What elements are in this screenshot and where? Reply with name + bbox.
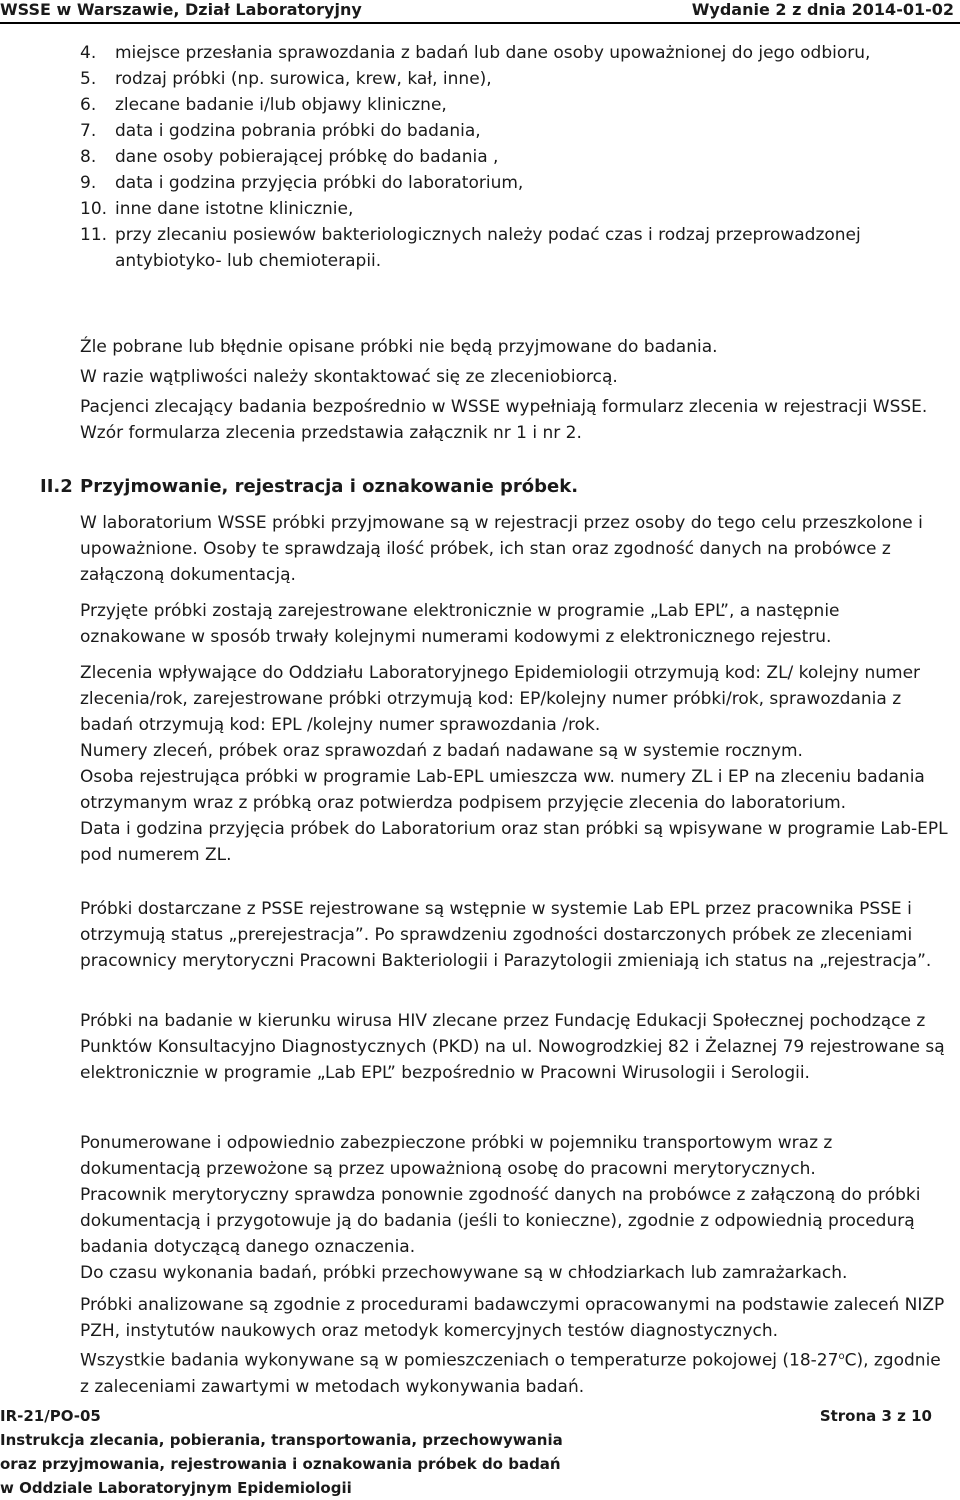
paragraph-text: Ponumerowane i odpowiednio zabezpieczone próbki w pojemniku transportowym wraz z dokumentacją przewożone są przez upoważnioną osobę do pracowni merytorycznych. [80,1133,833,1179]
header-edition: Wydanie 2 z dnia 2014-01-02 [691,0,954,19]
temperature-text-start: Wszystkie badania wykonywane są w pomieszczeniach o temperaturze pokojowej (18-27 [80,1350,839,1371]
section-title: Przyjmowanie, rejestracja i oznakowanie próbek. [80,476,579,497]
list-item [80,118,940,144]
paragraph-hiv [80,1008,950,1086]
note-patients: Pacjenci zlecający badania bezpośrednio w WSSE wypełniają formularz zlecenia w rejestracji WSSE. Wzór formularza zlecenia przedstawia załącznik nr 1 i nr 2. [80,397,928,443]
footer-title-line: Instrukcja zlecania, pobierania, transportowania, przechowywania [0,1431,563,1449]
note-rejection: Źle pobrane lub błędnie opisane próbki nie będą przyjmowane do badania. [80,337,718,357]
header-institution: WSSE w Warszawie, Dział Laboratoryjny [0,0,362,19]
paragraph-text: Przyjęte próbki zostają zarejestrowane elektronicznie w programie „Lab EPL”, a następnie oznakowane w sposób trwały kolejnymi numerami kodowymi z elektronicznego rejestru. [80,601,840,647]
footer-title-line: oraz przyjmowania, rejestrowania i oznakowania próbek do badań [0,1455,561,1473]
list-item-number: 5. [80,69,97,89]
required-data-list [80,40,940,274]
list-item [80,170,940,196]
list-item-number: 11. [80,225,108,245]
paragraph-reception [80,510,950,588]
paragraph-text: Data i godzina przyjęcia próbek do Laboratorium oraz stan próbki są wpisywane w programie Lab-EPL pod numerem ZL. [80,819,948,865]
list-item-number: 8. [80,147,97,167]
list-item [80,92,940,118]
paragraph-text: W laboratorium WSSE próbki przyjmowane są w rejestracji przez osoby do tego celu przeszkolone i upoważnione. Osoby te sprawdzają ilość próbek, ich stan oraz zgodność danych na probówce z załączoną dokumentacją. [80,513,923,585]
document-code: IR-21/PO-05 [0,1407,101,1425]
list-item-text: przy zlecaniu posiewów bakteriologicznych należy podać czas i rodzaj przeprowadzonej antybiotyko- lub chemioterapii. [115,225,861,271]
page-footer [0,1404,960,1500]
paragraph-text: Do czasu wykonania badań, próbki przechowywane są w chłodziarkach lub zamrażarkach. [80,1263,848,1283]
degree-symbol: o [838,1351,845,1362]
list-item-text: dane osoby pobierającej próbkę do badania , [115,147,499,167]
list-item [80,40,940,66]
paragraph-text: Próbki na badanie w kierunku wirusa HIV zlecane przez Fundację Edukacji Społecznej pochodzące z Punktów Konsultacyjno Diagnostycznych (PKD) na ul. Nowogrodzkiej 82 i Żelaznej 79 rejestrowane są elektronicznie w programie „Lab EPL” bezpośrednio w Pracowni Wirusologii i Serologii. [80,1011,945,1083]
paragraph-registration [80,598,950,650]
paragraph-text: Pracownik merytoryczny sprawdza ponownie zgodność danych na probówce z załączoną do próbki dokumentacją i przygotowuje ją do badania (jeśli to konieczne), zgodnie z odpowiednią procedurą badania dotyczącą danego oznaczenia. [80,1185,921,1257]
list-item-text: data i godzina przyjęcia próbki do laboratorium, [115,173,524,193]
paragraph-text: Numery zleceń, próbek oraz sprawozdań z badań nadawane są w systemie rocznym. [80,741,803,761]
paragraph-text: Próbki dostarczane z PSSE rejestrowane są wstępnie w systemie Lab EPL przez pracownika PSSE i otrzymują status „prerejestracja”. Po sprawdzeniu zgodności dostarczonych próbek ze zleceniami pracownicy merytoryczni Pracowni Bakteriologii i Parazytologii zmieniają ich status na „rejestracja”. [80,899,932,971]
list-item-number: 9. [80,173,97,193]
list-item [80,222,940,274]
list-item [80,66,940,92]
list-item-text: rodzaj próbki (np. surowica, krew, kał, inne), [115,69,492,89]
paragraph-text: Osoba rejestrująca próbki w programie Lab-EPL umieszcza ww. numery ZL i EP na zleceniu badania otrzymanym wraz z próbką oraz potwierdza podpisem przyjęcie zlecenia do laboratorium. [80,767,925,813]
note-doubts: W razie wątpliwości należy skontaktować się ze zleceniobiorcą. [80,367,618,387]
paragraph-psse [80,896,950,974]
list-item-number: 4. [80,43,97,63]
notes-block [80,334,950,446]
page-number: Strona 3 z 10 [819,1407,932,1425]
list-item [80,196,940,222]
list-item-text: zlecane badanie i/lub objawy kliniczne, [115,95,447,115]
paragraph-transport [80,1130,950,1286]
list-item-number: 6. [80,95,97,115]
list-item-text: inne dane istotne klinicznie, [115,199,354,219]
paragraph-text: Próbki analizowane są zgodnie z procedurami badawczymi opracowanymi na podstawie zaleceń NIZP PZH, instytutów naukowych oraz metodyk komercyjnych testów diagnostycznych. [80,1295,945,1341]
page-header [0,0,960,24]
list-item-number: 10. [80,199,108,219]
paragraph-text: Zlecenia wpływające do Oddziału Laboratoryjnego Epidemiologii otrzymują kod: ZL/ kolejny numer zlecenia/rok, zarejestrowane próbki otrzymują kod: EP/kolejny numer próbki/rok, sprawozdania z badań otrzymują kod: EPL /kolejny numer sprawozdania /rok. [80,663,921,735]
list-item [80,144,940,170]
footer-title-line: w Oddziale Laboratoryjnym Epidemiologii [0,1479,352,1497]
list-item-text: data i godzina pobrania próbki do badania, [115,121,481,141]
paragraph-text [80,1344,950,1400]
temperature-text-end: C), zgodnie z zaleceniami zawartymi w metodach wykonywania badań. [80,1350,941,1397]
paragraph-codes [80,660,950,868]
list-item-number: 7. [80,121,97,141]
list-item-text: miejsce przesłania sprawozdania z badań lub dane osoby upoważnionej do jego odbioru, [115,43,871,63]
section-number: II.2 [40,476,73,497]
paragraph-analysis [80,1292,950,1400]
